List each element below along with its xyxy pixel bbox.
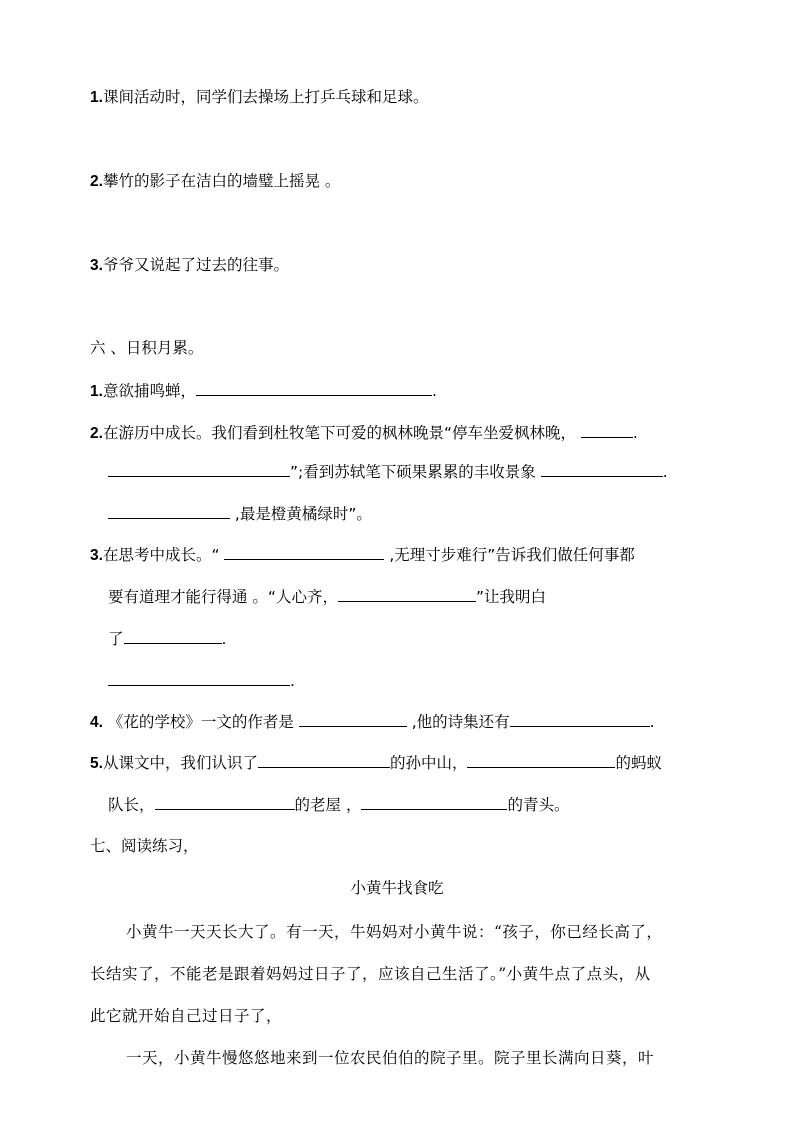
sentence-1 [90,86,428,109]
passage-paragraph: 此它就开始自己过日子了， [90,1007,283,1025]
question-text: ,无理寸步难行”告诉我们做任何事都 [384,546,635,564]
sentence-text: 课间活动时，同学们去操场上打乒乓球和足球。 [102,88,429,106]
question-6-2-line2 [108,460,668,483]
answer-blank[interactable] [299,710,407,727]
question-text: 从课文中，我们认识了 [102,754,258,772]
answer-blank[interactable] [258,751,390,768]
question-text: 的老屋 ， [294,796,362,814]
answer-blank[interactable] [541,460,663,477]
passage-paragraph: 长结实了，不能老是跟着妈妈过日子了，应该自己生活了。”小黄牛点了点头，从 [90,965,651,983]
passage-paragraph: 一天，小黄牛慢悠悠地来到一位农民伯伯的院子里。院子里长满向日葵，叶 [126,1049,655,1067]
question-text: 的孙中山， [389,754,468,772]
punct: . [431,382,437,400]
question-text: 队长， [108,796,155,814]
question-6-5-line2 [108,793,569,816]
punct: . [662,463,668,481]
question-6-3-line2 [108,585,546,608]
question-text: ,最是橙黄橘绿时”。 [230,505,372,523]
punct: . [221,630,227,648]
question-text: 的蚂蚁 [615,754,662,772]
question-text: 《花的学校》一文的作者是 [102,713,299,731]
answer-blank[interactable] [361,793,507,810]
item-number: 2. [90,425,103,442]
question-6-2-line1 [90,421,638,445]
question-text: 在游历中成长。我们看到杜牧笔下可爱的枫林晚景“停车坐爱枫林晚， [102,424,576,442]
question-text: 的青头。 [507,796,570,814]
answer-blank[interactable] [108,669,290,686]
question-text: 了 [108,630,124,648]
sentence-text: 攀竹的影子在洁白的墙璧上摇晃 。 [102,172,341,190]
section7-heading: 七、阅读练习， [90,837,199,855]
question-text: ,他的诗集还有 [406,713,510,731]
item-number: 3. [90,547,103,564]
question-text: 在思考中成长。“ [102,546,225,564]
answer-blank[interactable] [108,502,230,519]
punct: . [290,672,295,690]
item-number: 4. [90,714,103,731]
question-text: ”;看到苏轼笔下硕果累累的丰收景象 [290,463,536,481]
item-number: 2. [90,173,103,190]
passage-paragraph: 小黄牛一天天长大了。有一天，牛妈妈对小黄牛说：“孩子，你已经长高了， [126,923,663,941]
question-6-4 [90,710,655,734]
question-6-1 [90,379,437,403]
question-6-2-line3 [108,502,372,525]
sentence-3 [90,254,289,277]
question-6-5-line1 [90,751,662,775]
answer-blank[interactable] [108,460,290,477]
answer-blank[interactable] [467,751,615,768]
punct: . [632,424,638,442]
answer-blank[interactable] [196,379,432,396]
question-6-3-line1 [90,543,635,567]
answer-blank[interactable] [581,421,633,438]
sentence-2 [90,170,340,193]
question-6-3-line4 [108,669,295,692]
answer-blank[interactable] [155,793,295,810]
passage-title: 小黄牛找食吃 [350,879,444,897]
answer-blank[interactable] [124,627,222,644]
item-number: 1. [90,383,103,400]
question-6-3-line3 [108,627,226,650]
question-text: 意欲捕鸣蝉， [102,382,196,400]
answer-blank[interactable] [338,585,476,602]
punct: . [649,713,655,731]
item-number: 3. [90,257,103,274]
section6-heading: 六 、日积月累。 [90,339,204,357]
question-text: ”让我明白 [475,588,546,606]
sentence-text: 爷爷又说起了过去的往事。 [102,256,289,274]
question-text: 要有道理才能行得通 。“人心齐， [108,588,338,606]
answer-blank[interactable] [510,710,650,727]
item-number: 1. [90,89,103,106]
item-number: 5. [90,755,103,772]
answer-blank[interactable] [224,543,384,560]
